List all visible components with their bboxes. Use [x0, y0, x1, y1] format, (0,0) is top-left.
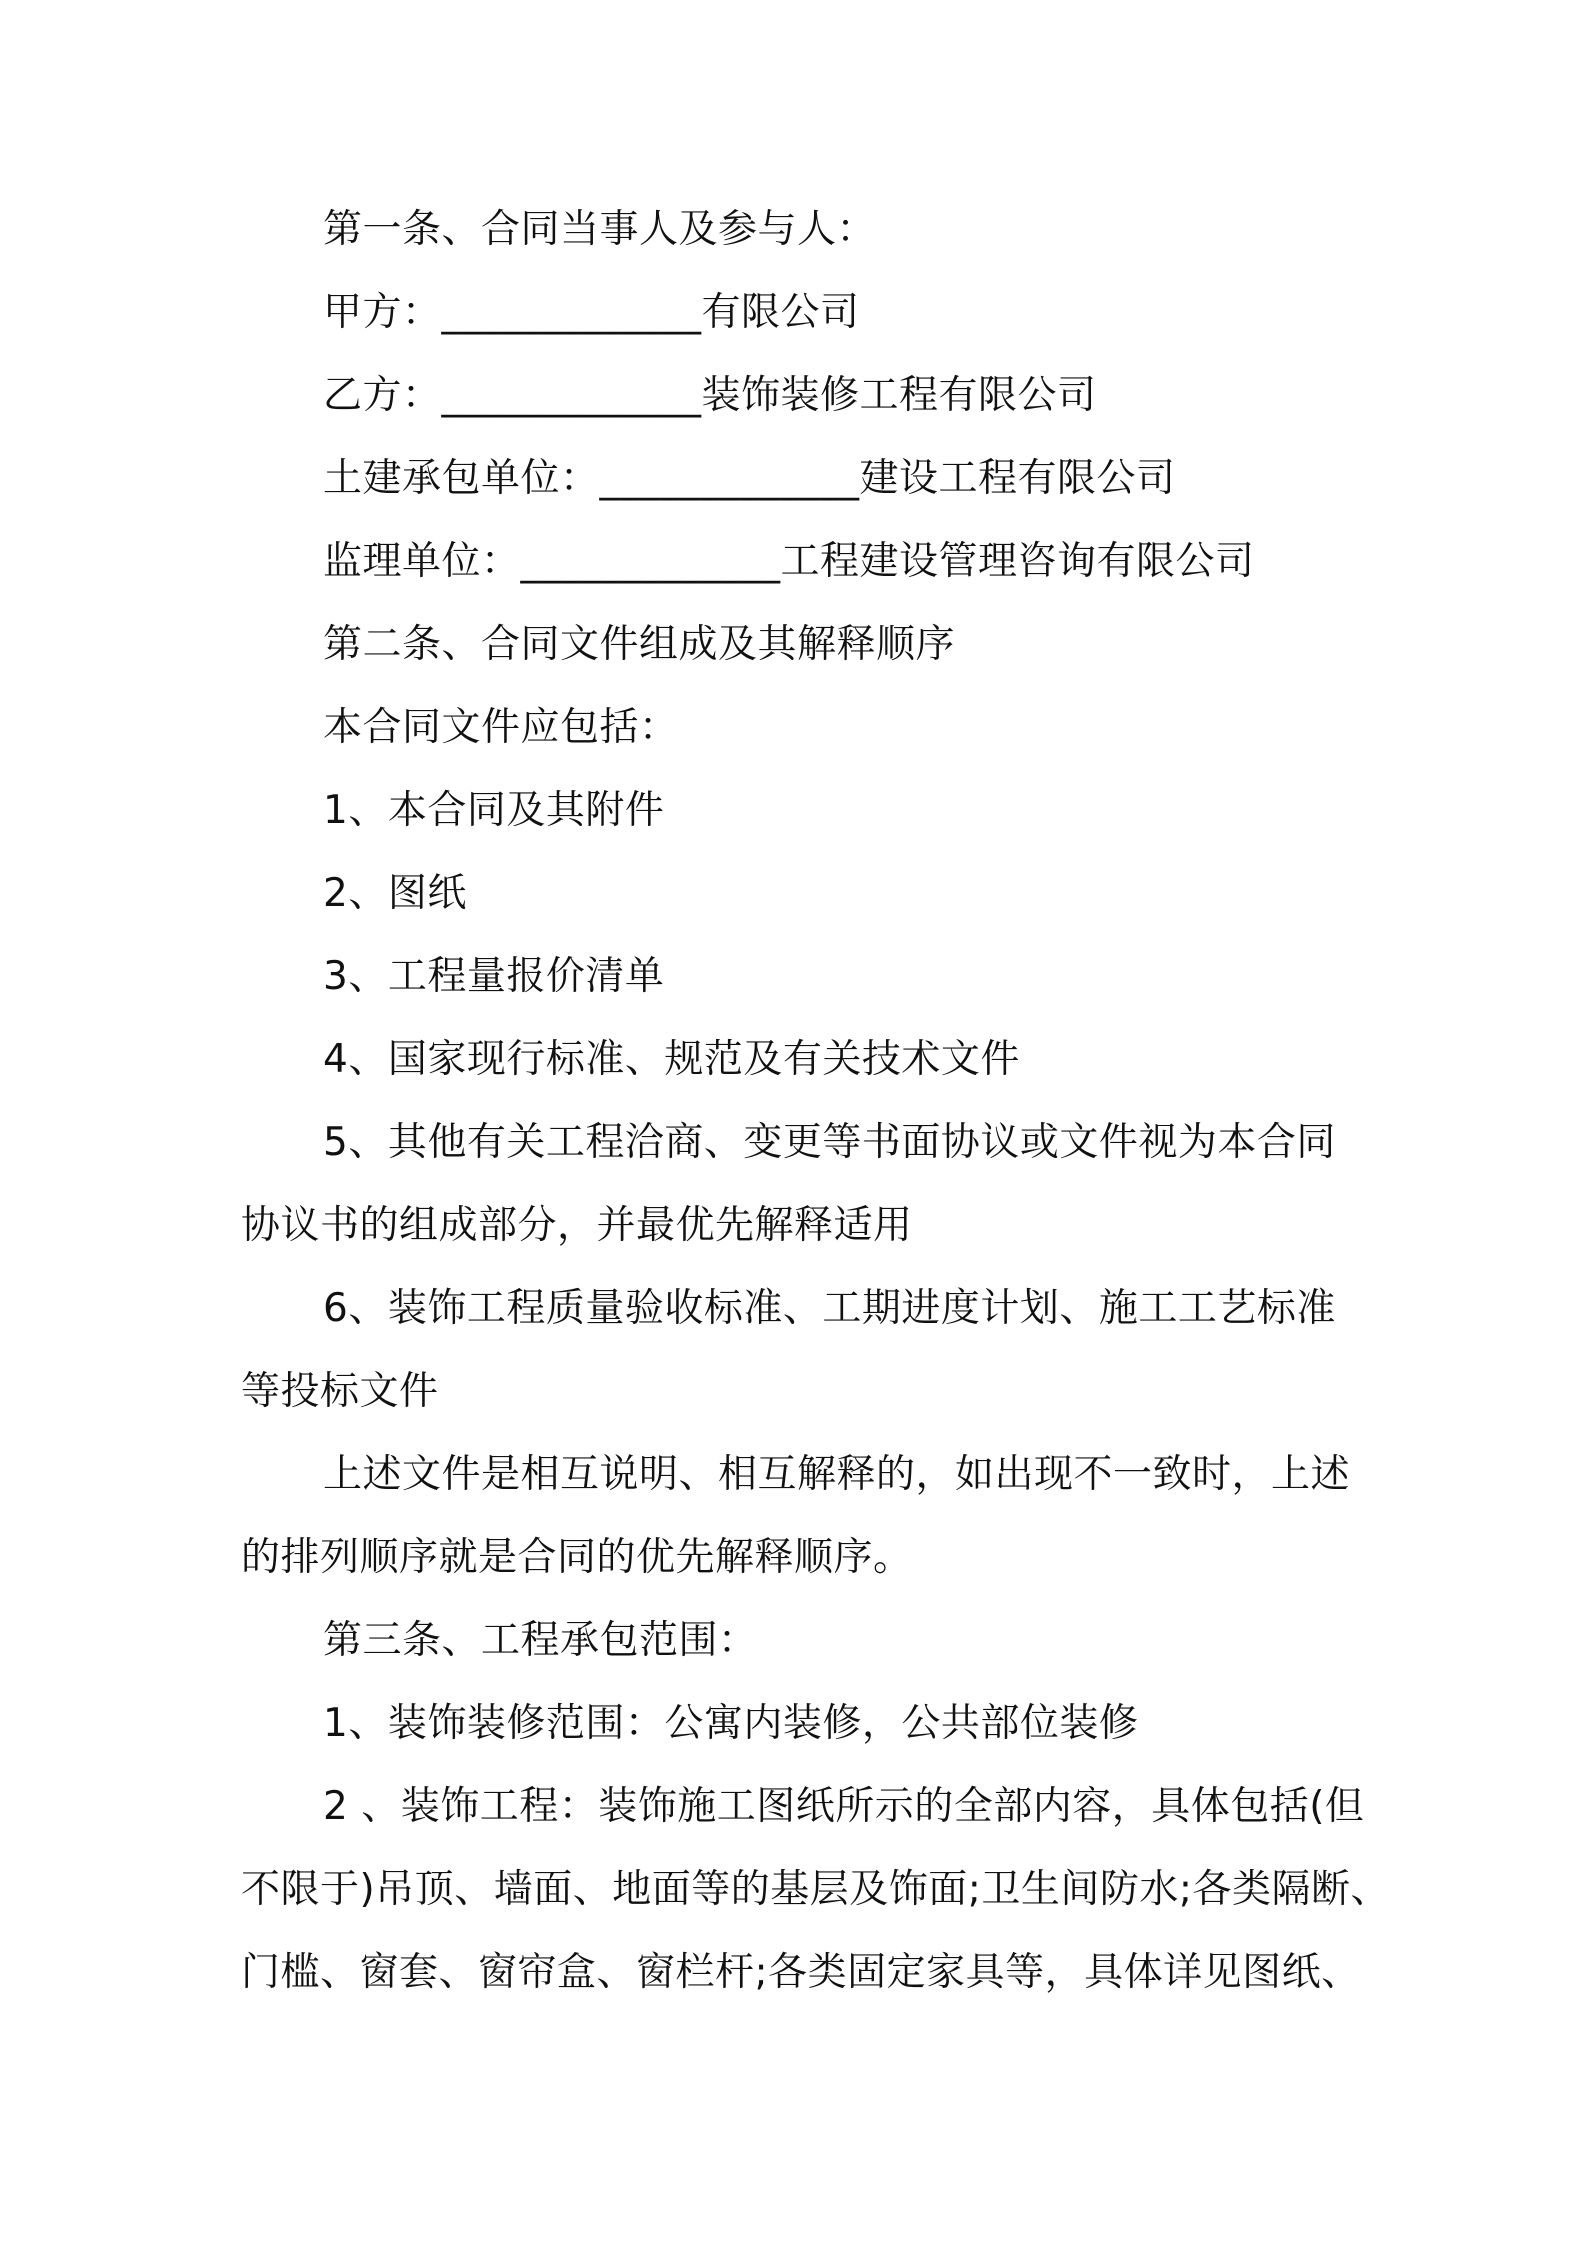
civil-contractor-line: 土建承包单位：_____________建设工程有限公司: [323, 456, 1176, 501]
list-item-6: 6、装饰工程质量验收标准、工期进度计划、施工工艺标准: [323, 1286, 1336, 1331]
list-item-4: 4、国家现行标准、规范及有关技术文件: [323, 1037, 1020, 1082]
scope-item-2-continued: 不限于)吊顶、墙面、地面等的基层及饰面;卫生间防水;各类隔断、: [241, 1867, 1390, 1912]
party-a-line: 甲方：_____________有限公司: [323, 290, 860, 335]
article-1-heading: 第一条、合同当事人及参与人：: [323, 207, 877, 252]
scope-item-2: 2 、装饰工程：装饰施工图纸所示的全部内容，具体包括(但: [323, 1784, 1365, 1829]
supervisor-line: 监理单位：_____________工程建设管理咨询有限公司: [323, 539, 1255, 584]
list-item-3: 3、工程量报价清单: [323, 954, 665, 999]
precedence-paragraph: 上述文件是相互说明、相互解释的，如出现不一致时，上述: [323, 1452, 1351, 1497]
article-3-heading: 第三条、工程承包范围：: [323, 1618, 758, 1663]
list-item-1: 1、本合同及其附件: [323, 788, 665, 833]
scope-item-2-continued-2: 门槛、窗套、窗帘盒、窗栏杆;各类固定家具等，具体详见图纸、: [241, 1950, 1361, 1995]
precedence-paragraph-continued: 的排列顺序就是合同的优先解释顺序。: [241, 1535, 913, 1580]
contract-files-intro: 本合同文件应包括：: [323, 705, 679, 750]
list-item-5-continued: 协议书的组成部分，并最优先解释适用: [241, 1203, 913, 1248]
list-item-6-continued: 等投标文件: [241, 1369, 439, 1414]
scope-item-1: 1、装饰装修范围：公寓内装修，公共部位装修: [323, 1701, 1139, 1746]
article-2-heading: 第二条、合同文件组成及其解释顺序: [323, 622, 956, 667]
list-item-2: 2、图纸: [323, 871, 467, 916]
list-item-5: 5、其他有关工程洽商、变更等书面协议或文件视为本合同: [323, 1120, 1336, 1165]
party-b-line: 乙方：_____________装饰装修工程有限公司: [323, 373, 1097, 418]
